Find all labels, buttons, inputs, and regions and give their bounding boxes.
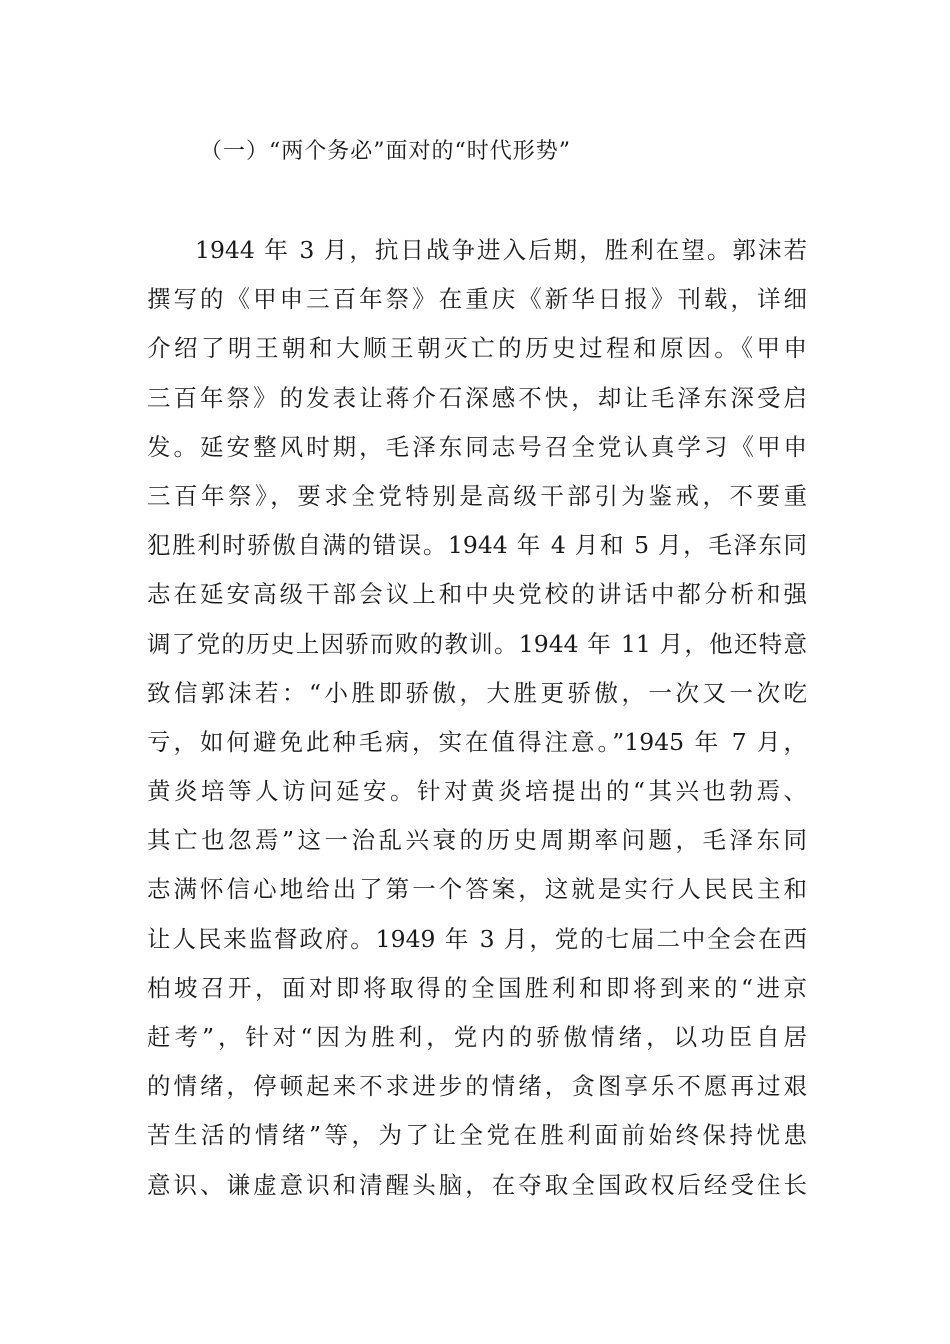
paragraph-line: 介绍了明王朝和大顺王朝灭亡的历史过程和原因。《甲申	[147, 334, 807, 363]
paragraph-line: 意识、谦虚意识和清醒头脑，在夺取全国政权后经受住长	[147, 1170, 807, 1199]
paragraph-line: 发。延安整风时期，毛泽东同志号召全党认真学习《甲申	[147, 432, 807, 461]
paragraph-line: 让人民来监督政府。1949 年 3 月，党的七届二中全会在西	[147, 924, 807, 953]
paragraph-line: 致信郭沫若：“小胜即骄傲，大胜更骄傲，一次又一次吃	[147, 678, 807, 707]
paragraph-line: 的情绪，停顿起来不求进步的情绪，贪图享乐不愿再过艰	[147, 1072, 807, 1101]
paragraph-line: 其亡也忽焉”这一治乱兴衰的历史周期率问题，毛泽东同	[147, 826, 807, 855]
paragraph-line: 亏，如何避免此种毛病，实在值得注意。”1945 年 7 月，	[147, 727, 807, 756]
body-paragraph	[147, 230, 807, 1214]
paragraph-line: 柏坡召开，面对即将取得的全国胜利和即将到来的“进京	[147, 973, 807, 1002]
paragraph-line: 撰写的《甲申三百年祭》在重庆《新华日报》刊载，详细	[147, 285, 807, 314]
paragraph-line: 1944 年 3 月，抗日战争进入后期，胜利在望。郭沫若	[195, 236, 807, 264]
paragraph-line: 三百年祭》，要求全党特别是高级干部引为鉴戒，不要重	[147, 481, 807, 510]
paragraph-line: 志在延安高级干部会议上和中央党校的讲话中都分析和强	[147, 580, 807, 609]
paragraph-line: 苦生活的情绪”等，为了让全党在胜利面前始终保持忧患	[147, 1121, 807, 1150]
section-heading: （一）“两个务必”面对的“时代形势”	[200, 139, 571, 164]
paragraph-line: 志满怀信心地给出了第一个答案，这就是实行人民民主和	[147, 875, 807, 904]
paragraph-line: 黄炎培等人访问延安。针对黄炎培提出的“其兴也勃焉、	[147, 777, 807, 806]
paragraph-line: 调了党的历史上因骄而败的教训。1944 年 11 月，他还特意	[147, 629, 807, 658]
paragraph-line: 犯胜利时骄傲自满的错误。1944 年 4 月和 5 月，毛泽东同	[147, 531, 807, 560]
paragraph-line: 赶考”，针对“因为胜利，党内的骄傲情绪，以功臣自居	[147, 1023, 807, 1051]
paragraph-line: 三百年祭》的发表让蒋介石深感不快，却让毛泽东深受启	[147, 383, 807, 412]
